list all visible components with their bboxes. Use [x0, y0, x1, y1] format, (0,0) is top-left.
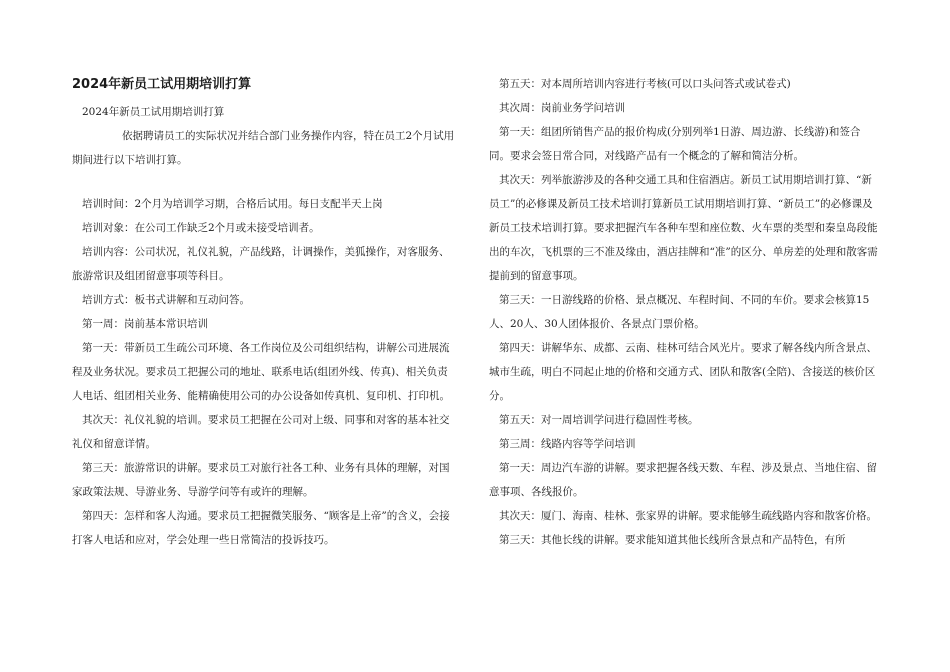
paragraph: 其次天：列举旅游涉及的各种交通工具和住宿酒店。新员工试用期培训打算、“新员工”的必修课及新员工技术培训打算新员工试用期培训打算、“新员工”的必修课及新员工技术培训打算。要求把握汽车各种车型和座位数、火车票的类型和秦皇岛段能出的车次，飞机票的三不准及缘由，酒店挂牌和“准”的区分、单房差的处理和散客需提前到的留意事项。: [489, 174, 878, 282]
paragraph: 第三天：一日游线路的价格、景点概况、车程时间、不同的车价。要求会核算15人、20人、30人团体报价、各景点门票价格。: [489, 294, 870, 330]
paragraph: 第五天：对一周培训学问进行稳固性考核。: [499, 414, 699, 426]
paragraph: 其次天：厦门、海南、桂林、张家界的讲解。要求能够生疏线路内容和散客价格。: [499, 510, 877, 522]
left-column-text: [72, 100, 457, 552]
paragraph: 第一天：周边汽车游的讲解。要求把握各线天数、车程、涉及景点、当地住宿、留意事项、各线报价。: [489, 462, 877, 498]
paragraph: 培训对象：在公司工作缺乏2个月或未接受培训者。: [82, 222, 320, 234]
paragraph: 第五天：对本周所培训内容进行考核(可以口头问答式或试卷式): [499, 78, 791, 90]
paragraph: 第三天：旅游常识的讲解。要求员工对旅行社各工种、业务有具体的理解，对国家政策法规、导游业务、导游学问等有或许的理解。: [72, 462, 450, 498]
section-heading: 第三周：线路内容等学问培训: [499, 438, 636, 450]
paragraph: 培训时间：2个月为培训学习期，合格后试用。每日支配半天上岗: [82, 198, 383, 210]
paragraph: 其次天：礼仪礼貌的培训。要求员工把握在公司对上级、同事和对客的基本社交礼仪和留意详情。: [72, 414, 450, 450]
section-heading: 第一周：岗前基本常识培训: [82, 318, 208, 330]
paragraph: 第一天：带新员工生疏公司环境、各工作岗位及公司组织结构，讲解公司进展流程及业务状况。要求员工把握公司的地址、联系电话(组团外线、传真)、相关负责人电话、组团相关业务、能精确使用公司的办公设备如传真机、复印机、打印机。: [72, 342, 450, 402]
paragraph: 依据聘请员工的实际状况并结合部门业务操作内容，特在员工2个月试用期间进行以下培训打算。: [72, 130, 455, 166]
paragraph: 第四天：讲解华东、成都、云南、桂林可结合风光片。要求了解各线内所含景点、城市生疏，明白不同起止地的价格和交通方式、团队和散客(全陪)、含接送的核价区分。: [489, 342, 877, 402]
document-title: 2024年新员工试用期培训打算: [72, 77, 252, 92]
paragraph: 第三天：其他长线的讲解。要求能知道其他长线所含景点和产品特色，有所: [499, 534, 846, 546]
paragraph-gap: [72, 172, 457, 192]
right-column-text: [489, 72, 881, 552]
paragraph: 培训方式：板书式讲解和互动问答。: [82, 294, 250, 306]
paragraph: 第四天：怎样和客人沟通。要求员工把握微笑服务、“顾客是上帝”的含义，会接打客人电话和应对，学会处理一些日常简洁的投诉技巧。: [72, 510, 450, 546]
section-heading: 其次周：岗前业务学问培训: [499, 102, 625, 114]
document-subtitle: 2024年新员工试用期培训打算: [82, 106, 225, 118]
paragraph: 第一天：组团所销售产品的报价构成(分别列举1日游、周边游、长线游)和签合同。要求会签日常合同，对线路产品有一个概念的了解和简洁分析。: [489, 126, 861, 162]
paragraph: 培训内容：公司状况，礼仪礼貌，产品线路，计调操作，美狐操作，对客服务、旅游常识及组团留意事项等科目。: [72, 246, 450, 282]
